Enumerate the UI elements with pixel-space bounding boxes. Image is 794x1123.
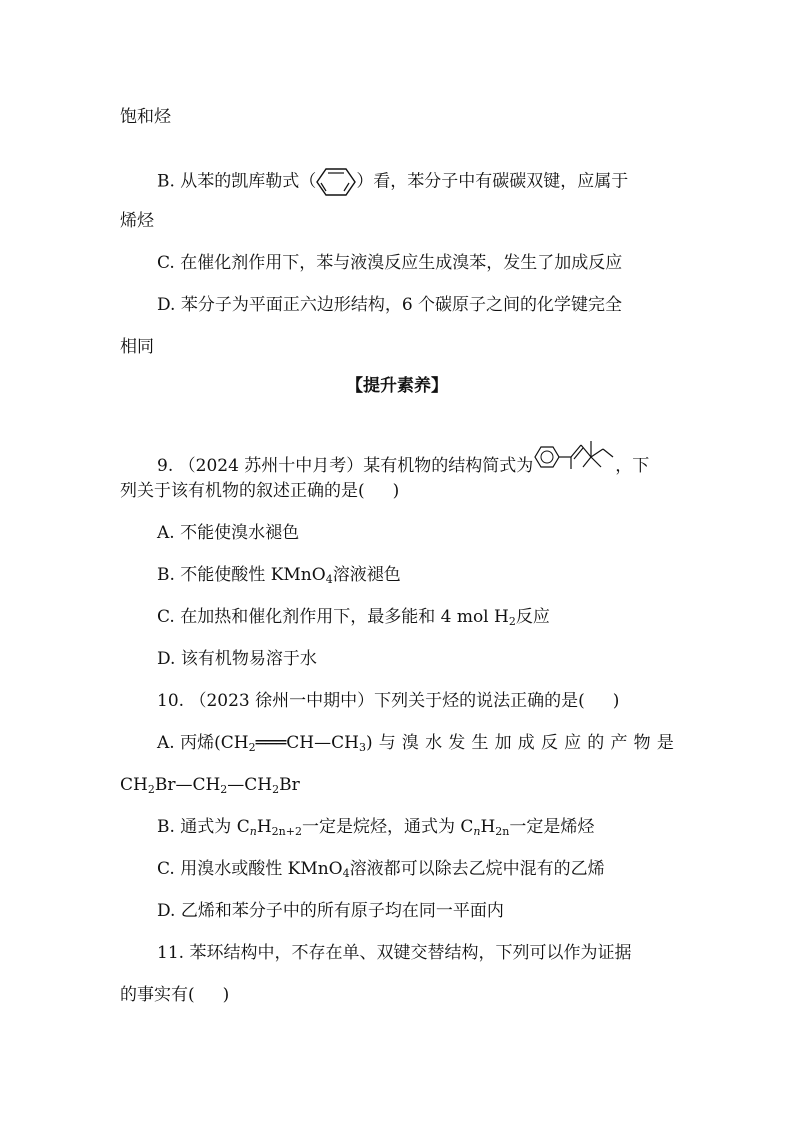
q10-b-p1: B. 通式为 C — [157, 817, 250, 837]
q8-option-b-continuation: 烯烃 — [120, 211, 154, 231]
q10-option-a-text: A. 丙烯$(CH_2═══CH—CH_3)$ — [157, 733, 373, 754]
q9-stem-cont-text: 列关于该有机物的叙述正确的是( — [120, 481, 365, 501]
q10-option-a-w11: 物 — [633, 733, 651, 753]
q9-close-paren: ) — [392, 481, 400, 501]
q8-option-b — [157, 167, 628, 197]
q9-option-b-sub: 4 — [325, 573, 333, 586]
q10-option-c — [157, 857, 605, 881]
q10-option-a-w10: 产 — [610, 733, 628, 753]
q10-b-p5: 一定是烯烃 — [509, 817, 595, 837]
q8-option-d-continuation: 相同 — [120, 337, 154, 357]
q10-b-p2: H — [256, 817, 272, 837]
q10-option-d: D. 乙烯和苯分子中的所有原子均在同一平面内 — [157, 901, 504, 921]
q9-option-b-prefix: B. 不能使酸性 KMnO — [157, 565, 326, 585]
q8-option-b-suffix: ）看，苯分子中有碳碳双键，应属于 — [356, 171, 629, 192]
q8-option-d: D. 苯分子为平面正六边形结构，6 个碳原子之间的化学键完全 — [157, 295, 623, 315]
q10-b-p4: H — [480, 817, 496, 837]
q10-option-a-w7: 反 — [540, 733, 558, 753]
q10-option-a-w9: 的 — [587, 733, 605, 753]
q10-option-a-w5: 加 — [494, 733, 512, 753]
q10-stem — [157, 689, 619, 713]
q11-stem: 11. 苯环结构中，不存在单、双键交替结构，下列可以作为证据 — [157, 943, 632, 963]
q10-c-prefix: C. 用溴水或酸性 KMnO — [157, 859, 343, 879]
q9-stem-suffix: ，下 — [615, 456, 650, 476]
q9-stem-continuation — [120, 479, 399, 503]
q10-b-p3: 一定是烷烃，通式为 C — [301, 817, 474, 837]
q8-option-a-continuation: 饱和烃 — [120, 107, 171, 127]
q10-option-a-formula: $CH_2Br—CH_2—CH_2Br$ — [120, 775, 300, 796]
q10-option-a-w4: 生 — [471, 733, 489, 753]
q9-stem-prefix: 9. （2024 苏州十中月考）某有机物的结构简式为 — [157, 456, 534, 476]
q10-c-suffix: 溶液都可以除去乙烷中混有的乙烯 — [349, 859, 605, 879]
q10-b-n2: n — [473, 825, 481, 838]
q10-option-a-w8: 应 — [564, 733, 582, 753]
q10-option-a-w1: 溴 — [401, 733, 419, 753]
q10-option-a-w0: 与 — [378, 733, 396, 753]
q10-b-sub1: 2n+2 — [271, 825, 302, 838]
q9-option-b — [157, 563, 401, 587]
q11-stem-cont-text: 的事实有( — [120, 985, 195, 1005]
q9-option-d: D. 该有机物易溶于水 — [157, 649, 317, 669]
q10-c-sub: 4 — [342, 867, 350, 880]
q10-option-a-w2: 水 — [425, 733, 443, 753]
q11-stem-continuation — [120, 983, 229, 1007]
q9-stem — [157, 437, 649, 483]
q10-b-n1: n — [249, 825, 257, 838]
q8-option-b-prefix: B. 从苯的凯库勒式（ — [157, 171, 317, 192]
organic-structure-icon — [533, 437, 615, 483]
q9-option-c-sub: 2 — [508, 615, 516, 628]
q10-close-paren: ) — [612, 691, 620, 711]
q10-stem-text: 10. （2023 徐州一中期中）下列关于烃的说法正确的是( — [157, 691, 585, 711]
q8-option-c: C. 在催化剂作用下，苯与液溴反应生成溴苯，发生了加成反应 — [157, 253, 623, 273]
q10-b-sub2: 2n — [495, 825, 510, 838]
section-title: 【提升素养】 — [346, 376, 448, 396]
q9-option-b-suffix: 溶液褪色 — [332, 565, 401, 585]
q9-option-c-prefix: C. 在加热和催化剂作用下，最多能和 4 mol H — [157, 607, 509, 627]
q10-option-a-w3: 发 — [448, 733, 466, 753]
benzene-kekule-icon — [316, 167, 356, 197]
q9-option-a: A. 不能使溴水褪色 — [157, 523, 300, 543]
q10-option-a-w12: 是 — [656, 733, 674, 753]
q11-close-paren: ) — [222, 985, 230, 1005]
q10-option-b — [157, 815, 594, 839]
q9-option-c — [157, 605, 550, 629]
q10-option-a-label: A. 丙烯 — [157, 733, 215, 753]
q10-option-a — [157, 731, 674, 755]
q10-option-a-w6: 成 — [517, 733, 535, 753]
q9-option-c-suffix: 反应 — [515, 607, 550, 627]
